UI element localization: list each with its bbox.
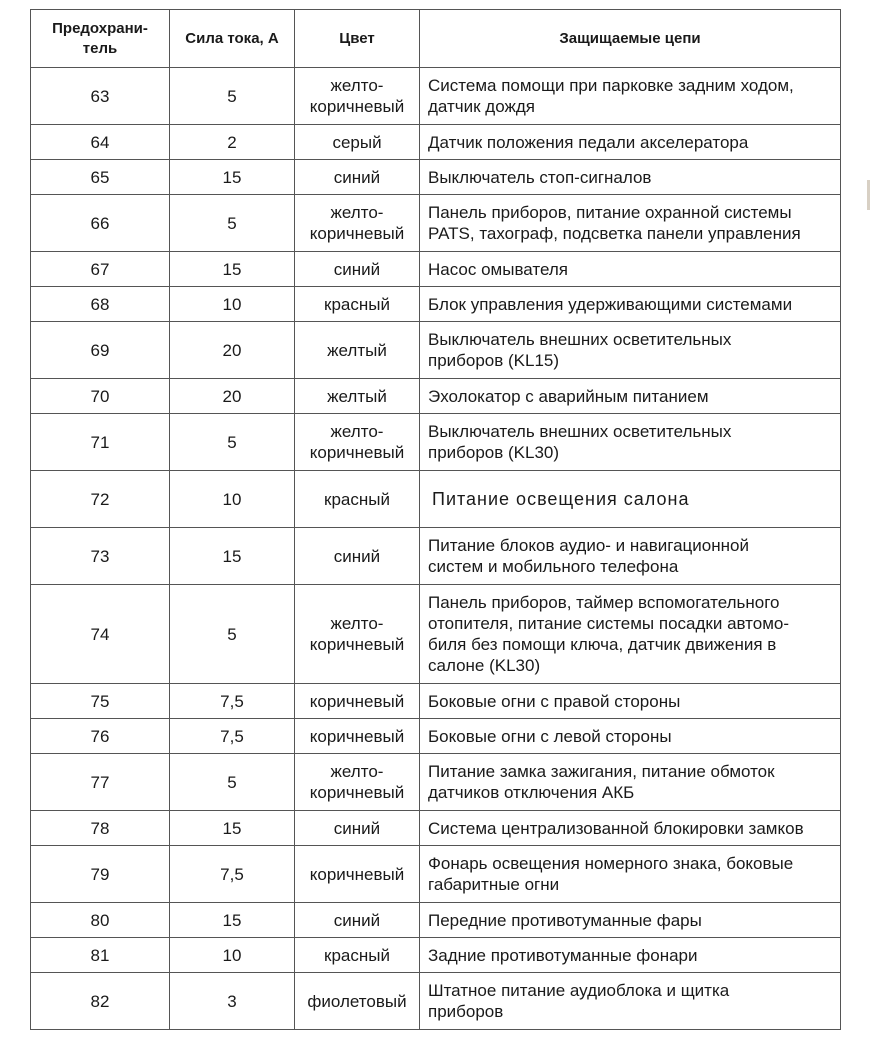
fuse-number-cell: 77 (31, 754, 170, 811)
current-cell: 5 (170, 195, 295, 252)
table-row (31, 938, 841, 973)
table-row (31, 160, 841, 195)
current-cell: 7,5 (170, 684, 295, 719)
current-cell: 20 (170, 379, 295, 414)
circuits-cell: Панель приборов, таймер вспомогательного отопителя, питание системы посадки автомо- биля без помощи ключа, датчик движения в салоне (KL30) (420, 585, 841, 684)
fuse-color-cell: синий (295, 903, 420, 938)
current-cell: 3 (170, 973, 295, 1030)
fuse-number-cell: 71 (31, 414, 170, 471)
circuits-cell: Насос омывателя (420, 252, 841, 287)
fuse-number-cell: 73 (31, 528, 170, 585)
fuse-color-cell: желто- коричневый (295, 195, 420, 252)
current-cell: 15 (170, 811, 295, 846)
circuits-cell: Задние противотуманные фонари (420, 938, 841, 973)
current-cell: 15 (170, 903, 295, 938)
current-cell: 15 (170, 528, 295, 585)
table-row (31, 322, 841, 379)
current-cell: 5 (170, 754, 295, 811)
current-cell: 15 (170, 160, 295, 195)
circuits-cell: Система помощи при парковке задним ходом, датчик дождя (420, 68, 841, 125)
fuse-number-cell: 64 (31, 125, 170, 160)
fuse-color-cell: коричневый (295, 846, 420, 903)
circuits-cell: Питание блоков аудио- и навигационной систем и мобильного телефона (420, 528, 841, 585)
current-cell: 20 (170, 322, 295, 379)
table-row (31, 684, 841, 719)
circuits-cell: Система централизованной блокировки замков (420, 811, 841, 846)
fuse-color-cell: синий (295, 528, 420, 585)
current-cell: 15 (170, 252, 295, 287)
circuits-cell: Штатное питание аудиоблока и щитка приборов (420, 973, 841, 1030)
fuse-color-cell: красный (295, 287, 420, 322)
circuits-cell: Боковые огни с правой стороны (420, 684, 841, 719)
fuse-number-cell: 72 (31, 471, 170, 528)
circuits-cell: Передние противотуманные фары (420, 903, 841, 938)
circuits-cell: Датчик положения педали акселератора (420, 125, 841, 160)
fuse-color-cell: желтый (295, 322, 420, 379)
fuse-color-cell: желто- коричневый (295, 754, 420, 811)
header-current: Сила тока, А (170, 10, 295, 68)
current-cell: 10 (170, 471, 295, 528)
fuse-number-cell: 74 (31, 585, 170, 684)
fuse-color-cell: фиолетовый (295, 973, 420, 1030)
circuits-cell: Выключатель внешних осветительных приборов (KL30) (420, 414, 841, 471)
table-row (31, 811, 841, 846)
table-row (31, 471, 841, 528)
fuse-number-cell: 65 (31, 160, 170, 195)
header-color: Цвет (295, 10, 420, 68)
current-cell: 5 (170, 414, 295, 471)
fuse-number-cell: 69 (31, 322, 170, 379)
table-header (31, 10, 841, 68)
fuse-number-cell: 82 (31, 973, 170, 1030)
header-fuse: Предохрани- тель (31, 10, 170, 68)
circuits-cell: Панель приборов, питание охранной системы PATS, тахограф, подсветка панели управления (420, 195, 841, 252)
fuse-number-cell: 70 (31, 379, 170, 414)
table-row (31, 68, 841, 125)
table-row (31, 287, 841, 322)
fuse-color-cell: желтый (295, 379, 420, 414)
fuse-color-cell: желто- коричневый (295, 414, 420, 471)
circuits-cell: Питание замка зажигания, питание обмоток датчиков отключения АКБ (420, 754, 841, 811)
fuse-color-cell: желто- коричневый (295, 68, 420, 125)
circuits-cell: Выключатель внешних осветительных приборов (KL15) (420, 322, 841, 379)
fuse-color-cell: коричневый (295, 719, 420, 754)
current-cell: 7,5 (170, 846, 295, 903)
fuse-number-cell: 80 (31, 903, 170, 938)
circuits-cell: Эхолокатор с аварийным питанием (420, 379, 841, 414)
current-cell: 7,5 (170, 719, 295, 754)
fuse-color-cell: желто- коричневый (295, 585, 420, 684)
current-cell: 5 (170, 68, 295, 125)
fuse-number-cell: 75 (31, 684, 170, 719)
fuse-number-cell: 76 (31, 719, 170, 754)
fuse-color-cell: синий (295, 252, 420, 287)
fuse-table (30, 9, 841, 1030)
current-cell: 10 (170, 287, 295, 322)
circuits-cell: Боковые огни с левой стороны (420, 719, 841, 754)
fuse-color-cell: красный (295, 471, 420, 528)
fuse-color-cell: синий (295, 160, 420, 195)
table-row (31, 195, 841, 252)
header-circuits: Защищаемые цепи (420, 10, 841, 68)
fuse-number-cell: 66 (31, 195, 170, 252)
table-row (31, 754, 841, 811)
circuits-cell: Блок управления удерживающими системами (420, 287, 841, 322)
fuse-number-cell: 67 (31, 252, 170, 287)
fuse-color-cell: коричневый (295, 684, 420, 719)
table-row (31, 414, 841, 471)
header-row (31, 10, 841, 68)
circuits-cell: Выключатель стоп-сигналов (420, 160, 841, 195)
table-body (31, 68, 841, 1030)
circuits-cell: Фонарь освещения номерного знака, боковые габаритные огни (420, 846, 841, 903)
table-row (31, 846, 841, 903)
fuse-number-cell: 79 (31, 846, 170, 903)
fuse-color-cell: серый (295, 125, 420, 160)
table-row (31, 528, 841, 585)
table-row (31, 973, 841, 1030)
fuse-number-cell: 81 (31, 938, 170, 973)
fuse-number-cell: 78 (31, 811, 170, 846)
table-row (31, 125, 841, 160)
table-row (31, 252, 841, 287)
table-row (31, 719, 841, 754)
current-cell: 2 (170, 125, 295, 160)
table-row (31, 585, 841, 684)
fuse-number-cell: 68 (31, 287, 170, 322)
fuse-color-cell: синий (295, 811, 420, 846)
current-cell: 5 (170, 585, 295, 684)
table-row (31, 379, 841, 414)
fuse-number-cell: 63 (31, 68, 170, 125)
fuse-color-cell: красный (295, 938, 420, 973)
table-row (31, 903, 841, 938)
current-cell: 10 (170, 938, 295, 973)
circuits-cell: Питание освещения салона (420, 471, 841, 528)
